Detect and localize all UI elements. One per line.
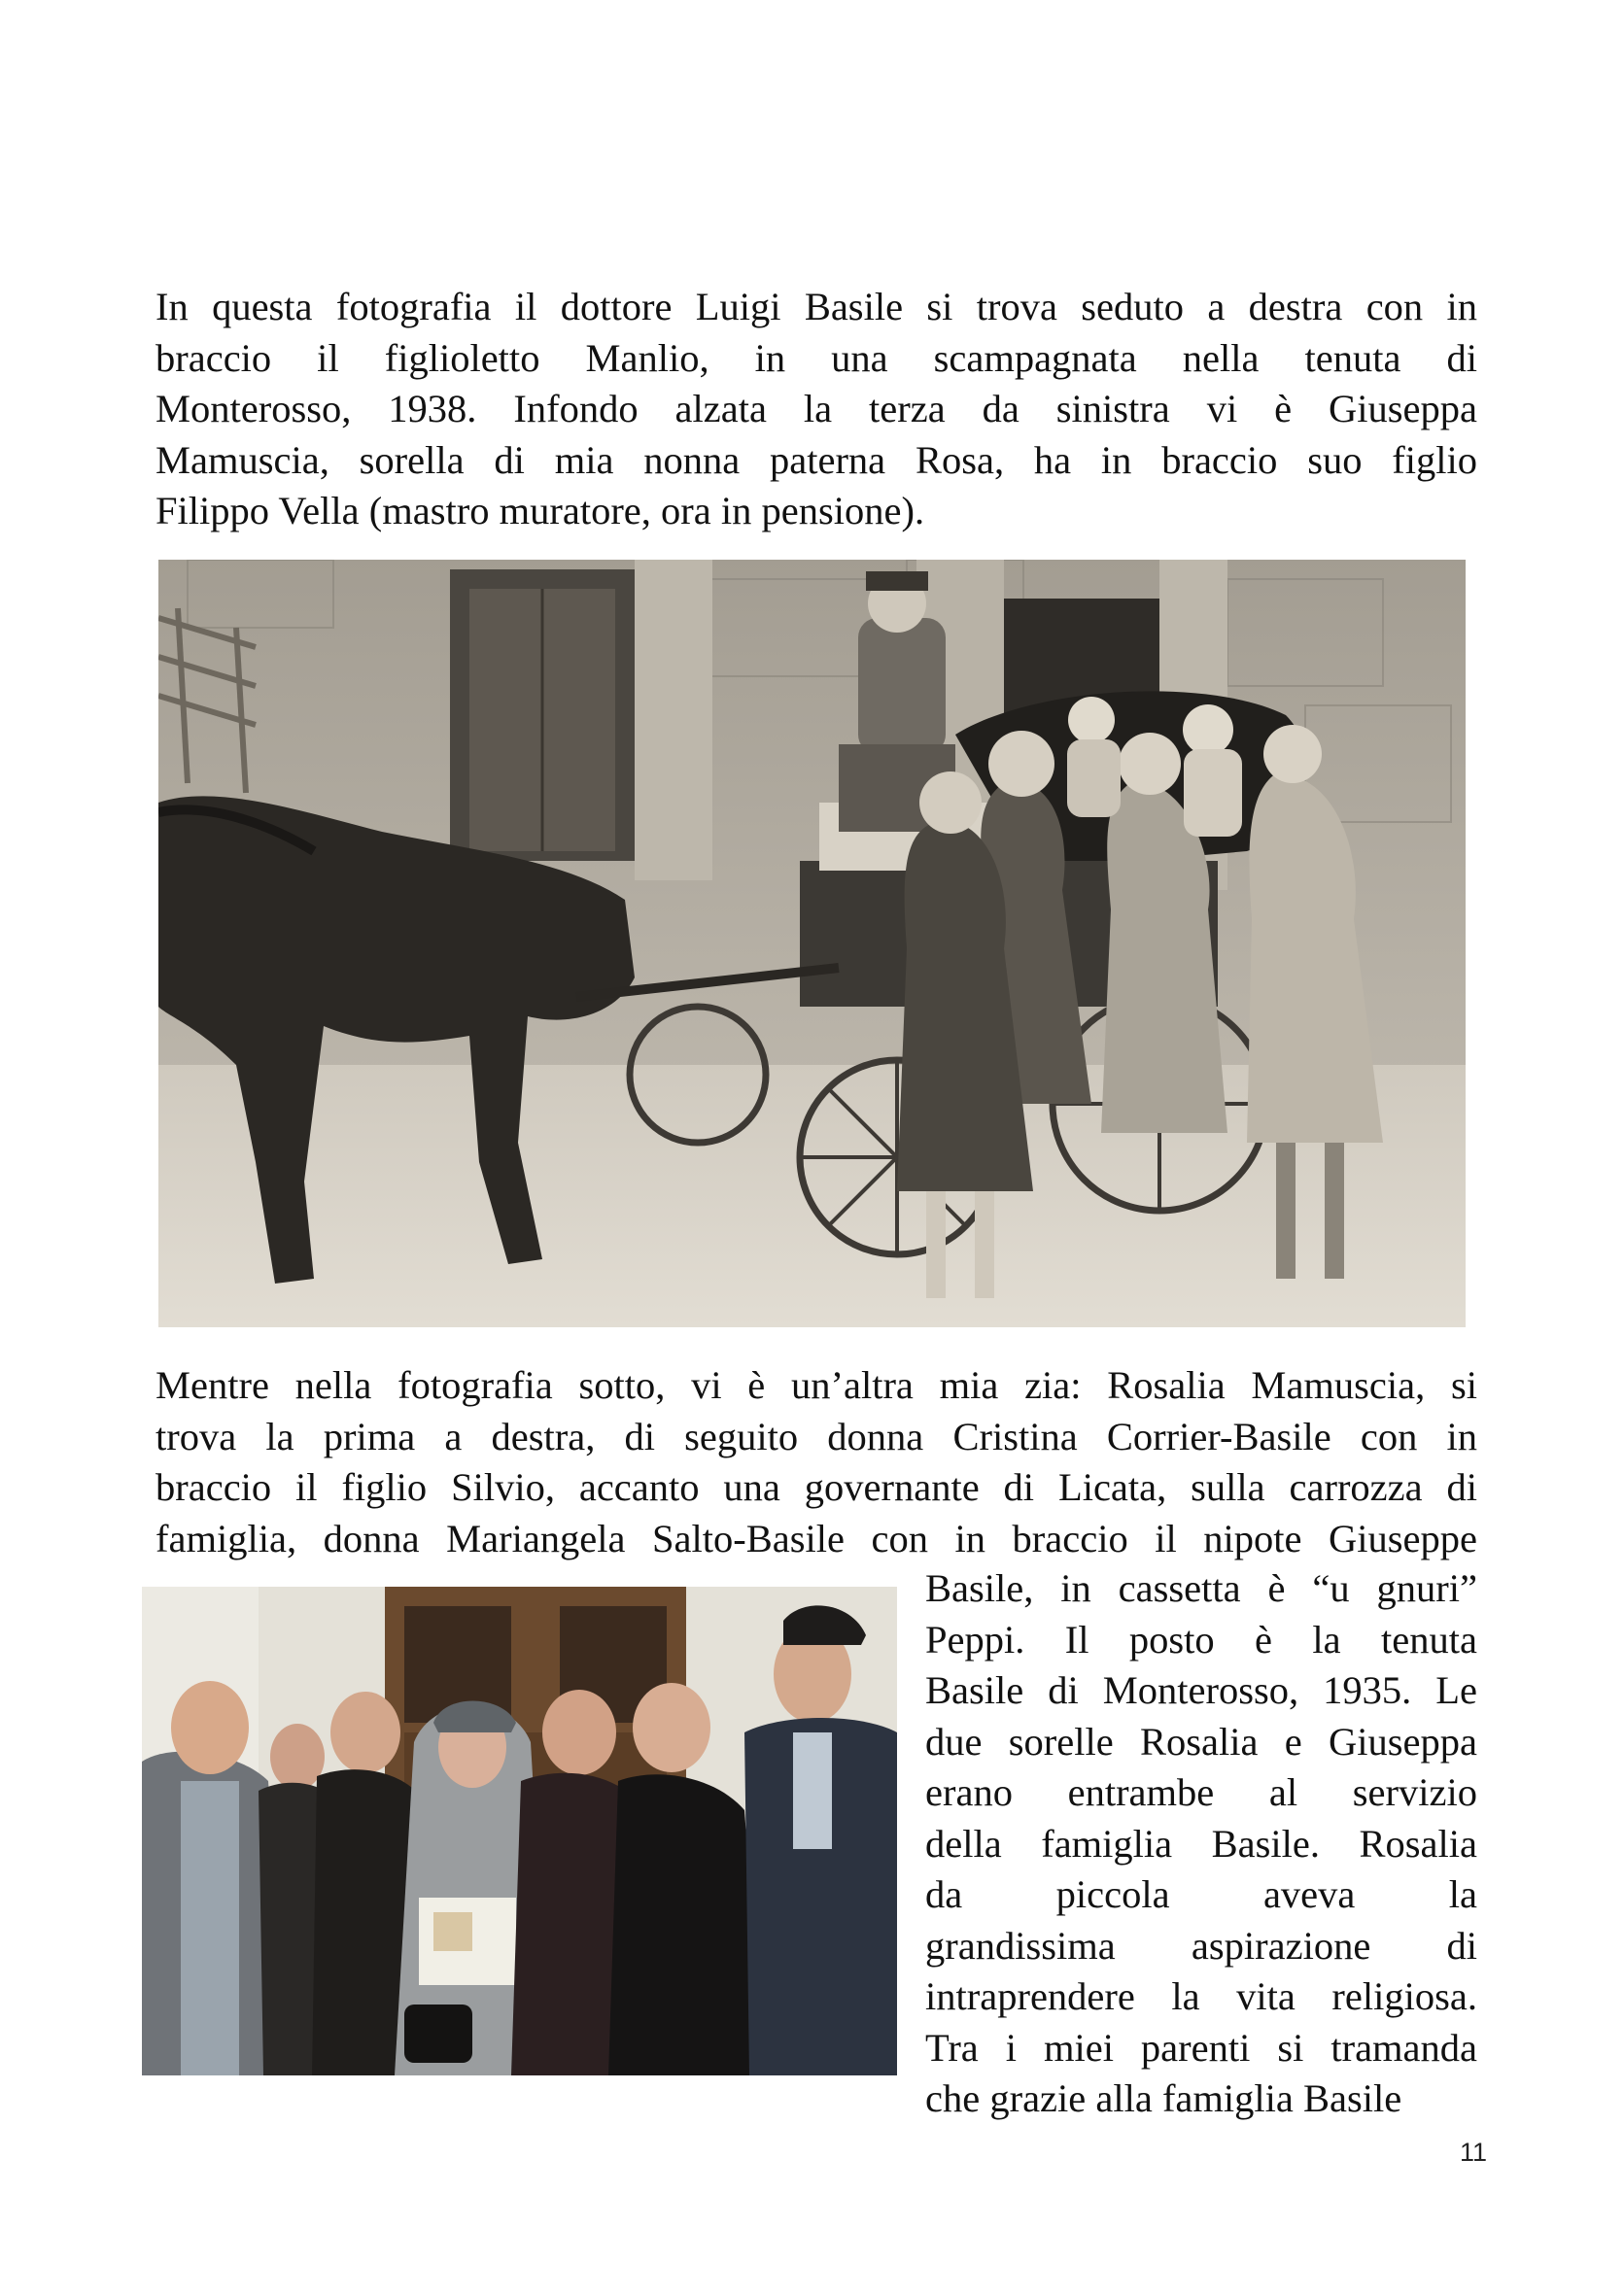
text-line: della famiglia Basile. Rosalia bbox=[925, 1821, 1477, 1866]
text-line: Basile, in cassetta è “u gnuri” bbox=[925, 1566, 1477, 1610]
carriage-photo bbox=[158, 560, 1466, 1327]
text-line: Mamuscia, sorella di mia nonna paterna Rosa, ha in braccio suo figlio bbox=[155, 437, 1477, 482]
text-line: erano entrambe al servizio bbox=[925, 1770, 1477, 1814]
text-line: braccio il figlio Silvio, accanto una governante di Licata, sulla carrozza di bbox=[155, 1465, 1477, 1509]
text-line: famiglia, donna Mariangela Salto-Basile con in braccio il nipote Giuseppe bbox=[155, 1516, 1477, 1560]
text-line: che grazie alla famiglia Basile bbox=[925, 2076, 1402, 2120]
text-line: trova la prima a destra, di seguito donna Cristina Corrier-Basile con in bbox=[155, 1414, 1477, 1458]
text-line: due sorelle Rosalia e Giuseppa bbox=[925, 1719, 1477, 1764]
text-line: Monterosso, 1938. Infondo alzata la terza da sinistra vi è Giuseppa bbox=[155, 387, 1477, 430]
paragraph-intro bbox=[155, 282, 1477, 537]
text-line: Mentre nella fotografia sotto, vi è un’altra mia zia: Rosalia Mamuscia, si bbox=[155, 1363, 1477, 1407]
text-line: intraprendere la vita religiosa. bbox=[925, 1974, 1477, 2018]
text-line: In questa fotografia il dottore Luigi Basile si trova seduto a destra con in bbox=[155, 285, 1477, 328]
text-line: Peppi. Il posto è la tenuta bbox=[925, 1617, 1477, 1662]
text-line: da piccola aveva la bbox=[925, 1872, 1477, 1916]
text-line: Tra i miei parenti si tramanda bbox=[925, 2025, 1477, 2070]
group-photo bbox=[142, 1587, 897, 2075]
paragraph-second-photo bbox=[155, 1360, 1477, 1564]
text-line: Basile di Monterosso, 1935. Le bbox=[925, 1668, 1477, 1712]
paragraph-continued bbox=[925, 1563, 1477, 2125]
text-line: grandissima aspirazione di bbox=[925, 1923, 1477, 1968]
page-number: 11 bbox=[1459, 2138, 1487, 2167]
text-line: Filippo Vella (mastro muratore, ora in pensione). bbox=[155, 489, 925, 532]
text-line: braccio il figlioletto Manlio, in una scampagnata nella tenuta di bbox=[155, 335, 1477, 380]
